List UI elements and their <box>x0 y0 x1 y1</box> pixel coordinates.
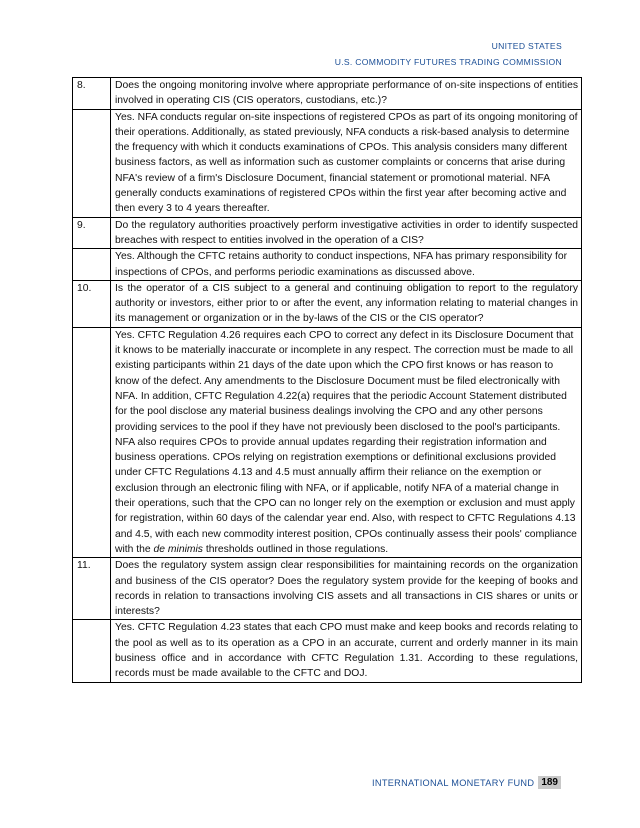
question-number: 10. <box>73 280 111 327</box>
answer-text: Yes. Although the CFTC retains authority to conduct inspections, NFA has primary responsibility for inspections of CPOs, and performs periodic examinations as discussed above. <box>111 249 582 281</box>
footer-label: INTERNATIONAL MONETARY FUND <box>372 777 535 788</box>
question-number: 9. <box>73 217 111 249</box>
question-text: Is the operator of a CIS subject to a general and continuing obligation to report to the regulatory authority or investors, either prior to or after the event, any information relating to material changes in its management or organization or in the by-laws of the CIS or the CIS operator? <box>111 280 582 327</box>
question-number: 11. <box>73 558 111 620</box>
answer-row-11 <box>73 620 582 682</box>
answer-row-8 <box>73 109 582 217</box>
answer-text: Yes. NFA conducts regular on-site inspections of registered CPOs as part of its ongoing monitoring of their operations. Additionally, as stated previously, NFA conducts a risk-based analysis to determine the frequency with which it conducts examinations of CPOs. This analysis considers many different business factors, as well as information such as customer complaints or concerns that arise during NFA's review of a firm's Disclosure Document, financial statement or promotional material. NFA generally conducts examinations of registered CPOs within the first year after becoming active and then every 3 to 4 years thereafter. <box>111 109 582 217</box>
answer-row-10 <box>73 327 582 557</box>
page-number: 189 <box>538 776 561 789</box>
header-agency: U.S. COMMODITY FUTURES TRADING COMMISSION <box>334 57 562 67</box>
answer-text <box>111 327 582 557</box>
question-text: Does the ongoing monitoring involve where appropriate performance of on-site inspections of entities involved in operating CIS (CIS operators, custodians, etc.)? <box>111 78 582 110</box>
answer-number-cell <box>73 109 111 217</box>
answer-text-italic: de minimis <box>153 543 203 555</box>
question-row-8 <box>73 78 582 110</box>
answer-text: Yes. CFTC Regulation 4.23 states that each CPO must make and keep books and records relating to the pool as well as to its operation as a CPO in an accurate, current and orderly manner in its main business office and in accordance with CFTC Regulation 1.31. According to these regulations, records must be made available to the CFTC and DOJ. <box>111 620 582 682</box>
question-row-11 <box>73 558 582 620</box>
qa-table <box>72 77 582 683</box>
page-footer <box>372 776 561 789</box>
answer-text-main: Yes. CFTC Regulation 4.26 requires each CPO to correct any defect in its Disclosure Document that it knows to be materially inaccurate or incomplete in any respect. The correction must be made to all existing participants within 21 days of the date upon which the CPO first knows or has reason to know of the defect. Any amendments to the Disclosure Document must be filed electronically with NFA. In addition, CFTC Regulation 4.22(a) requires that the periodic Account Statement distributed for the pool disclose any material business dealings involving the CPO and any other persons providing services to the pool if they have not previously been disclosed to the pool's participants. NFA also requires CPOs to provide annual updates regarding their registration information and business operations. CPOs relying on registration exemptions or definitional exclusions provided under CFTC Regulations 4.13 and 4.5 must annually affirm their reliance on the exemption or exclusion through an electronic filing with NFA, or if applicable, notify NFA of a material change in their operations, such that the CPO can no longer rely on the exemption or exclusion and must apply for registration, within 60 days of the calendar year end. Also, with respect to CFTC Regulations 4.13 and 4.5, with each new commodity interest position, CPOs continually assess their pools' compliance with the <box>115 329 577 555</box>
answer-number-cell <box>73 249 111 281</box>
answer-text-tail: thresholds outlined in those regulations. <box>202 543 389 555</box>
question-row-10 <box>73 280 582 327</box>
answer-number-cell <box>73 327 111 557</box>
answer-row-9 <box>73 249 582 281</box>
question-text: Does the regulatory system assign clear responsibilities for maintaining records on the organization and business of the CIS operator? Does the regulatory system provide for the keeping of books and records in relation to transactions involving CIS assets and all transactions in CIS shares or units or interests? <box>111 558 582 620</box>
header-country: UNITED STATES <box>491 41 562 51</box>
question-number: 8. <box>73 78 111 110</box>
question-text: Do the regulatory authorities proactively perform investigative activities in order to identify suspected breaches with respect to entities involved in the operation of a CIS? <box>111 217 582 249</box>
answer-number-cell <box>73 620 111 682</box>
question-row-9 <box>73 217 582 249</box>
